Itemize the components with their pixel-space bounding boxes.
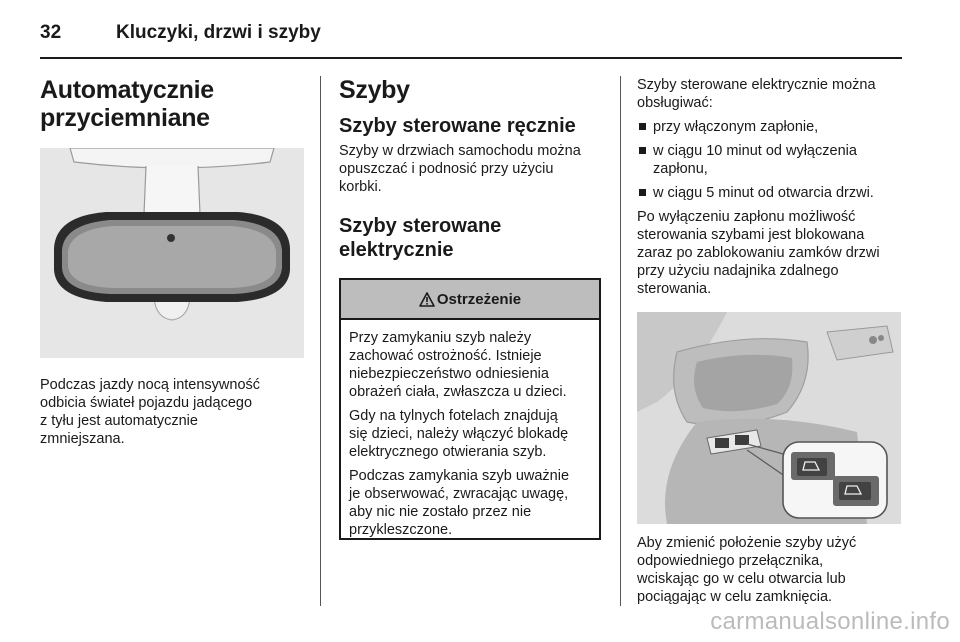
text-line: pociągając w celu zamknięcia. — [637, 589, 833, 605]
text-line: zaraz po zablokowaniu zamków drzwi — [637, 245, 880, 261]
heading-line: Automatycznie — [40, 76, 214, 104]
page-header — [40, 14, 900, 54]
subheading-manual-windows: Szyby sterowane ręcznie — [339, 115, 576, 137]
bullet-square-icon — [639, 123, 646, 130]
column-divider-1 — [320, 76, 321, 606]
bullet-square-icon — [639, 189, 646, 196]
text-line: odpowiedniego przełącznika, — [637, 553, 824, 569]
text-line: Szyby sterowane elektrycznie można — [637, 77, 876, 93]
text-line: przy włączonym zapłonie, — [653, 119, 819, 135]
text-line: niebezpieczeństwo odniesienia — [349, 366, 549, 382]
text-line: przykleszczone. — [349, 522, 453, 538]
bullet-square-icon — [639, 147, 646, 154]
text-line: obrażeń ciała, zwłaszcza u dzieci. — [349, 384, 567, 400]
dimming-paragraph — [40, 376, 306, 448]
window-switch-illustration — [637, 312, 901, 524]
text-line: przy użyciu nadajnika zdalnego — [637, 263, 839, 279]
text-line: obsługiwać: — [637, 95, 713, 111]
watermark: carmanualsonline.info — [710, 608, 950, 635]
heading-line: elektrycznie — [339, 239, 454, 261]
text-line: odbicia świateł pojazdu jadącego — [40, 395, 253, 411]
warning-body — [341, 320, 599, 539]
power-windows-intro — [637, 76, 903, 112]
text-line: z tyłu jest automatycznie — [40, 413, 198, 429]
heading-line: przyciemniane — [40, 104, 210, 132]
list-item — [637, 142, 903, 178]
warning-triangle-icon — [419, 292, 435, 307]
text-line: sterowania szybami jest blokowana — [637, 227, 865, 243]
text-line: korbki. — [339, 179, 382, 195]
manual-windows-paragraph — [339, 142, 603, 196]
text-line: Aby zmienić położenie szyby użyć — [637, 535, 857, 551]
warning-paragraph — [349, 407, 591, 461]
conditions-list — [637, 118, 903, 202]
subheading-power-windows — [339, 214, 603, 262]
ignition-off-paragraph — [637, 208, 903, 298]
text-line: w ciągu 5 minut od otwarcia drzwi. — [653, 185, 874, 201]
text-line: się dzieci, należy włączyć blokadę — [349, 426, 569, 442]
warning-paragraph — [349, 467, 591, 539]
text-line: zachować ostrożność. Istnieje — [349, 348, 542, 364]
list-item — [637, 184, 903, 202]
text-line: sterowania. — [637, 281, 712, 297]
header-rule — [40, 57, 902, 59]
page-number: 32 — [40, 22, 62, 43]
section-heading-windows: Szyby — [339, 76, 410, 104]
column-1 — [40, 76, 306, 448]
rearview-mirror-illustration — [40, 148, 304, 358]
text-line: Przy zamykaniu szyb należy — [349, 330, 532, 346]
warning-title: Ostrzeżenie — [436, 290, 522, 308]
text-line: zapłonu, — [653, 161, 708, 177]
section-heading-dimming — [40, 76, 306, 132]
text-line: elektrycznego otwierania szyb. — [349, 444, 547, 460]
column-3 — [637, 76, 903, 606]
switch-usage-paragraph — [637, 534, 903, 606]
text-line: Po wyłączeniu zapłonu możliwość — [637, 209, 856, 225]
text-line: je obserwować, zwracając uwagę, — [349, 486, 569, 502]
column-2 — [339, 76, 603, 262]
warning-paragraph — [349, 329, 591, 401]
text-line: Szyby w drzwiach samochodu można — [339, 143, 581, 159]
list-item — [637, 118, 903, 136]
heading-line: Szyby sterowane — [339, 215, 502, 237]
text-line: opuszczać i podnosić przy użyciu — [339, 161, 554, 177]
column-divider-2 — [620, 76, 621, 606]
text-line: zmniejszana. — [40, 431, 125, 447]
text-line: aby nic nie zostało przez nie — [349, 504, 532, 520]
chapter-title: Kluczyki, drzwi i szyby — [116, 22, 321, 43]
warning-header — [341, 280, 599, 320]
text-line: Podczas zamykania szyb uważnie — [349, 468, 570, 484]
text-line: w ciągu 10 minut od wyłączenia — [653, 143, 857, 159]
text-line: Podczas jazdy nocą intensywność — [40, 377, 261, 393]
text-line: Gdy na tylnych fotelach znajdują — [349, 408, 558, 424]
text-line: wciskając go w celu otwarcia lub — [637, 571, 846, 587]
warning-box — [339, 278, 601, 540]
